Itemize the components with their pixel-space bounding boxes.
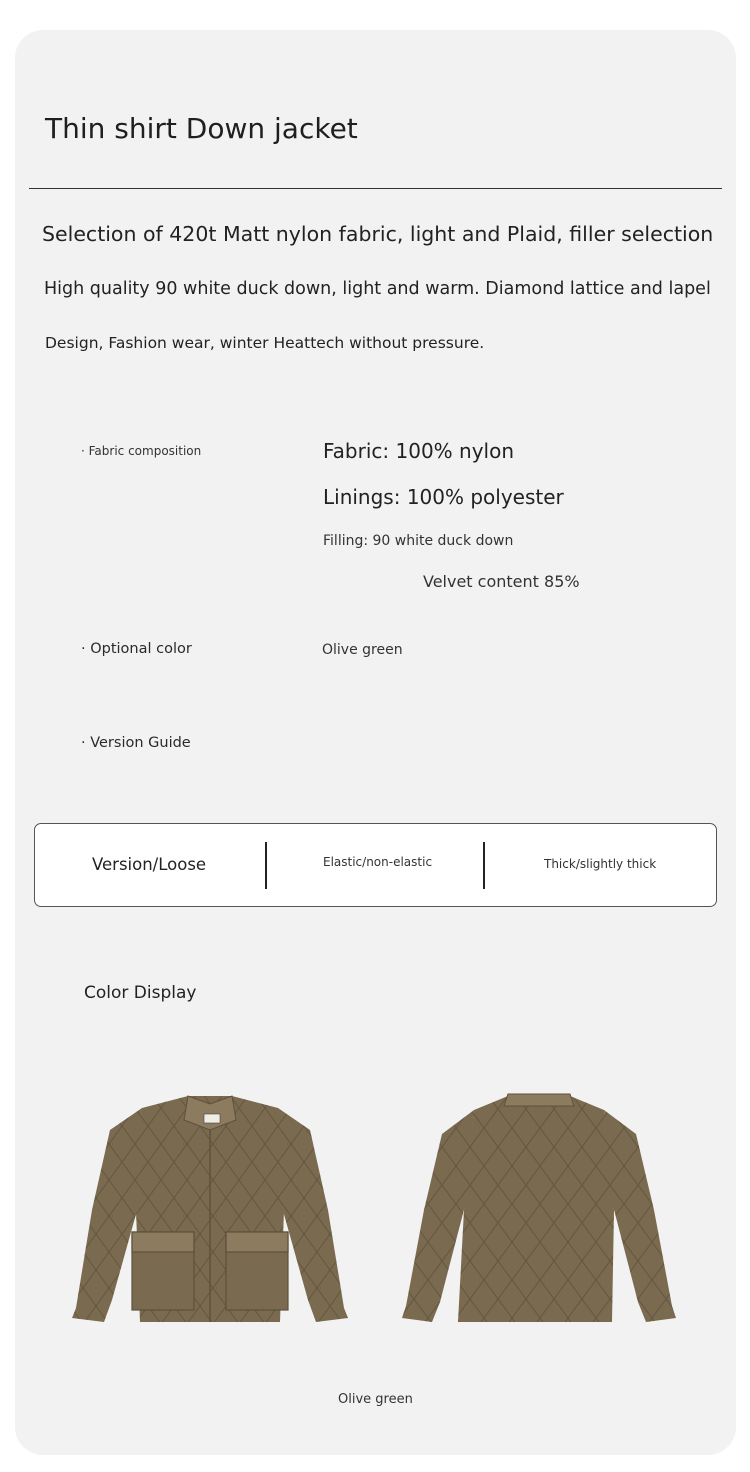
guide-divider-2 [483, 842, 485, 889]
color-display-caption: Olive green [338, 1392, 413, 1407]
intro-line-1: Selection of 420t Matt nylon fabric, light and Plaid, filler selection [42, 222, 714, 246]
fabric-composition-label: · Fabric composition [81, 444, 202, 458]
version-guide-box [34, 823, 717, 907]
guide-elastic: Elastic/non-elastic [323, 855, 433, 869]
guide-thickness: Thick/slightly thick [544, 857, 657, 871]
jacket-back-image [400, 1090, 678, 1326]
color-display-title: Color Display [84, 983, 197, 1003]
filling-value: Filling: 90 white duck down [323, 533, 514, 549]
title-divider [29, 188, 722, 189]
jacket-front-image [70, 1090, 350, 1326]
guide-version: Version/Loose [92, 855, 207, 874]
velvet-content-value: Velvet content 85% [423, 572, 580, 591]
product-title: Thin shirt Down jacket [45, 112, 358, 145]
version-guide-label: · Version Guide [81, 735, 191, 751]
optional-color-label: · Optional color [81, 641, 192, 657]
guide-divider-1 [265, 842, 267, 889]
optional-color-value: Olive green [322, 642, 403, 658]
intro-line-2: High quality 90 white duck down, light and warm. Diamond lattice and lapel [44, 279, 711, 299]
linings-value: Linings: 100% polyester [323, 485, 564, 509]
intro-line-3: Design, Fashion wear, winter Heattech without pressure. [45, 334, 485, 352]
fabric-value: Fabric: 100% nylon [323, 439, 515, 463]
